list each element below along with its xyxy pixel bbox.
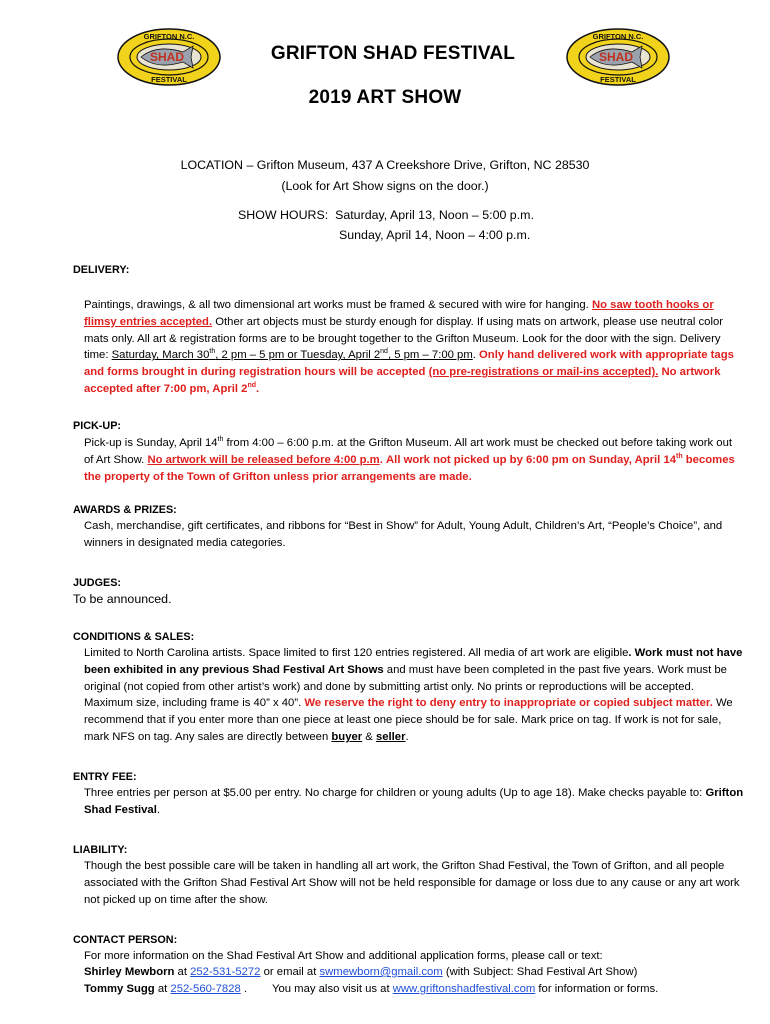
conditions-text-1: Limited to North Carolina artists. Space limited to first 120 entries registered. All media of art work are eligible	[84, 647, 629, 659]
contact-name-2: Tommy Sugg	[84, 983, 155, 995]
entry-fee-paragraph	[84, 785, 744, 819]
pickup-warning-dot: .	[379, 453, 383, 466]
delivery-heading: DELIVERY:	[73, 264, 130, 276]
contact-email-pre: or email at	[260, 966, 320, 978]
pickup-warning-release: No artwork will be released before 4:00 p.m	[147, 453, 380, 466]
contact-at-2: at	[154, 983, 171, 995]
page-subtitle: 2019 ART SHOW	[308, 87, 462, 108]
awards-heading: AWARDS & PRIZES:	[73, 504, 177, 516]
page-title: GRIFTON SHAD FESTIVAL	[270, 43, 516, 64]
delivery-text-1: Paintings, drawings, & all two dimensional art works must be framed & secured with wire for hanging.	[84, 299, 589, 311]
liability-heading: LIABILITY:	[73, 844, 128, 856]
entry-fee-end: .	[156, 803, 160, 816]
entry-fee-text: Three entries per person at $5.00 per entry. No charge for children or young adults (Up to age 18). Make checks payable to:	[84, 787, 703, 799]
logo-center-text: SHAD	[149, 50, 185, 64]
contact-email-link[interactable]: swmewborn@gmail.com	[319, 966, 443, 978]
location-line: LOCATION – Grifton Museum, 437 A Creekshore Drive, Grifton, NC 28530	[180, 158, 590, 172]
entry-fee-payee: Grifton Shad Festival	[84, 787, 744, 816]
logo-center-text: SHAD	[598, 50, 634, 64]
contact-line-1	[84, 964, 764, 981]
conditions-paragraph	[84, 645, 744, 746]
conditions-warning: We reserve the right to deny entry to inappropriate or copied subject matter.	[304, 697, 713, 710]
pickup-text-1: Pick-up is Sunday, April 14	[84, 437, 218, 449]
contact-website-link[interactable]: www.griftonshadfestival.com	[392, 983, 536, 995]
contact-line-2	[84, 981, 764, 998]
delivery-date-1-text: Saturday, March 30	[111, 349, 210, 362]
entry-fee-heading: ENTRY FEE:	[73, 771, 137, 783]
delivery-warning-hand: Only hand delivered work with appropriate tags and forms brought in during registration hours will be accepted	[84, 349, 734, 379]
contact-end: for information or forms.	[535, 983, 659, 995]
show-hours	[238, 207, 534, 224]
delivery-text-2: Other art objects must be sturdy enough for display. If using mats on artwork, please use neutral color mats only. All art & registration forms are to be brought together to the Grifton Museum. Look for the door with the sign. Delivery time:	[84, 315, 724, 362]
pickup-sup-1: th	[217, 436, 224, 444]
conditions-heading: CONDITIONS & SALES:	[73, 631, 195, 643]
pickup-property-sup: th	[676, 453, 683, 461]
delivery-date-1-sup: th	[209, 348, 216, 356]
pickup-paragraph	[84, 435, 744, 485]
pickup-property-text-2: becomes the property of the Town of Grifton unless prior arrangements are made.	[84, 453, 735, 483]
delivery-time-2: , 5 pm – 7:00 pm	[387, 349, 473, 362]
show-hours-day2: Sunday, April 14, Noon – 4:00 p.m.	[339, 228, 531, 242]
contact-phone-2-link[interactable]: 252-560-7828	[170, 983, 241, 995]
delivery-period: .	[472, 349, 476, 362]
pickup-property-text-1: All work not picked up by 6:00 pm on Sunday, April 14	[386, 453, 677, 466]
delivery-deadline-text: No artwork accepted after 7:00 pm, April 2	[84, 366, 721, 395]
conditions-seller: seller	[375, 730, 406, 743]
conditions-bold: . Work must not have been exhibited in any previous Shad Festival Art Shows	[84, 647, 743, 676]
delivery-date-1	[112, 349, 473, 361]
conditions-end: .	[405, 730, 409, 743]
awards-text: Cash, merchandise, gift certificates, and ribbons for “Best in Show” for Adult, Young Adult, Children’s Art, “People’s Choice”, and winners in designated media categories.	[84, 520, 723, 549]
contact-heading: CONTACT PERSON:	[73, 934, 178, 946]
show-hours-label: SHOW HOURS:	[238, 208, 329, 222]
logo-bottom-text: FESTIVAL	[151, 75, 187, 84]
contact-phone-1-link[interactable]: 252-531-5272	[190, 966, 261, 978]
delivery-date-2-sup: nd	[380, 348, 388, 356]
delivery-warning-no-mail: (no pre-registrations or mail-ins accepted).	[428, 366, 659, 379]
contact-name-1: Shirley Mewborn	[84, 966, 175, 978]
conditions-amp: &	[362, 730, 376, 743]
conditions-buyer: buyer	[331, 730, 363, 743]
delivery-time-1: , 2 pm – 5 pm or Tuesday, April 2	[215, 349, 381, 362]
delivery-deadline-end: .	[256, 382, 260, 395]
delivery-deadline-sup: nd	[247, 382, 257, 390]
logo-top-text: GRIFTON N.C.	[592, 32, 644, 41]
conditions-text-2: and must have been completed in the past five years. Work must be original (not copied from other artist’s work) and done by submitting artist only. No prints or reproductions will be accepted. Maximum size, including frame is 40” x 40”.	[84, 663, 727, 710]
judges-text: To be announced.	[73, 592, 172, 606]
conditions-text-3: We recommend that if you enter more than one piece at least one piece should be for sale. Mark price on tag. If work is not for sale, mark NFS on tag. Any sales are directly between	[84, 697, 733, 743]
contact-email-post: (with Subject: Shad Festival Art Show)	[442, 966, 638, 978]
logo-top-text: GRIFTON N.C.	[143, 32, 195, 41]
liability-text: Though the best possible care will be taken in handling all art work, the Grifton Shad Festival, the Town of Grifton, and all people associated with the Grifton Shad Festival Art Show will not be held responsible for damage or loss due to any cause or any art work not picked up on time after the show.	[84, 860, 740, 906]
contact-at-1: at	[174, 966, 191, 978]
delivery-paragraph	[84, 297, 744, 398]
location-note: (Look for Art Show signs on the door.)	[281, 179, 489, 193]
judges-heading: JUDGES:	[73, 577, 121, 589]
delivery-warning-hooks: No saw tooth hooks or flimsy entries accepted.	[84, 299, 714, 328]
contact-gap: . You may also visit us at	[240, 983, 393, 995]
logo-bottom-text: FESTIVAL	[600, 75, 636, 84]
contact-intro: For more information on the Shad Festival Art Show and additional application forms, please call or text:	[84, 950, 603, 962]
pickup-text-2: from 4:00 – 6:00 p.m. at the Grifton Museum. All art work must be checked out before taking work out of Art Show.	[84, 437, 732, 466]
pickup-heading: PICK-UP:	[73, 420, 121, 432]
show-hours-day1: Saturday, April 13, Noon – 5:00 p.m.	[335, 208, 534, 222]
